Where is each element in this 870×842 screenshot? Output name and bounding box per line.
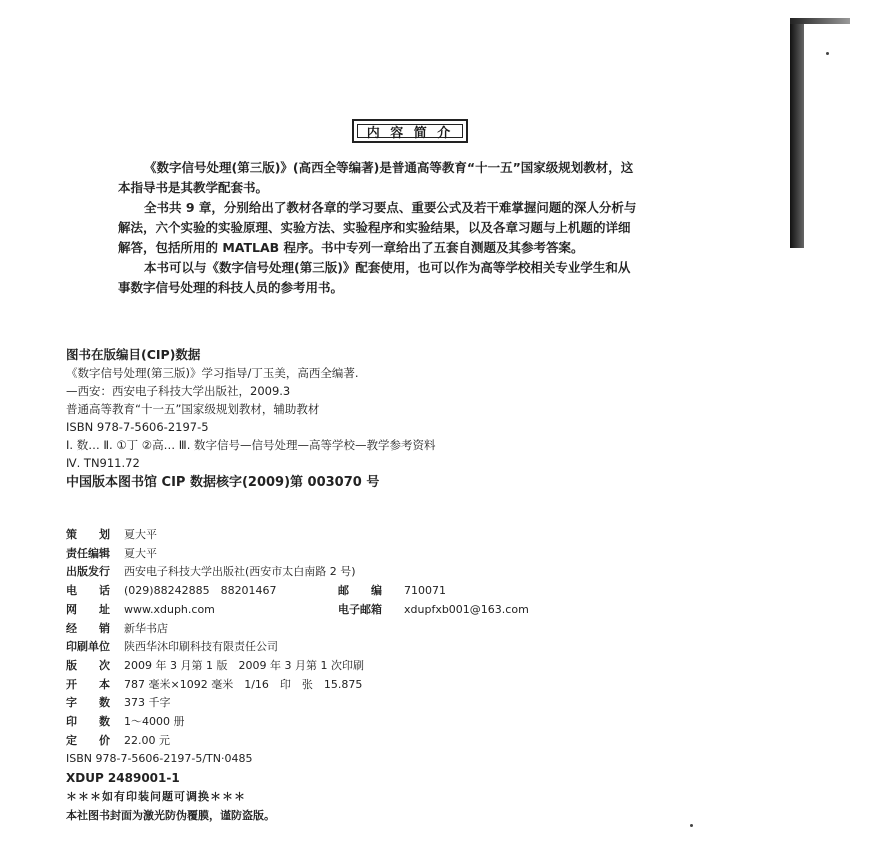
cip-isbn: ISBN 978-7-5606-2197-5 — [66, 420, 209, 434]
intro-p2-line3: 解答，包括所用的 MATLAB 程序。书中专列一章给出了五套自测题及其参考答案。 — [118, 240, 584, 255]
word-count-label: 字 数 — [66, 696, 110, 710]
phone-label: 电 话 — [66, 584, 110, 598]
format-label: 开 本 — [66, 677, 110, 691]
imprint-block — [66, 526, 666, 825]
cip-data-block — [66, 346, 706, 492]
imprint-anti-piracy-note: 本社图书封面为激光防伪覆膜，谨防盗版。 — [66, 808, 275, 822]
edition-value: 2009 年 3 月第 1 版 2009 年 3 月第 1 次印刷 — [124, 658, 364, 672]
cip-line: —西安：西安电子科技大学出版社，2009.3 — [66, 384, 291, 398]
distributor-label: 经 销 — [66, 621, 110, 635]
imprint-notice: ＊＊＊如有印装问题可调换＊＊＊ — [66, 789, 246, 803]
imprint-row-planner — [66, 526, 666, 545]
email-value: xdupfxb001@163.com — [404, 602, 529, 616]
editor-value: 夏大平 — [124, 546, 157, 560]
price-label: 定 价 — [66, 733, 110, 747]
cip-line: 《数字信号处理(第三版)》学习指导/丁玉美，高西全编著. — [66, 366, 359, 380]
intro-title-box — [352, 119, 468, 143]
scan-edge-shadow — [790, 18, 804, 248]
postcode-value: 710071 — [404, 584, 446, 598]
imprint-row-web — [66, 601, 666, 620]
imprint-row-editor — [66, 545, 666, 564]
imprint-row-publisher — [66, 563, 666, 582]
cip-classification: Ⅰ. 数… Ⅱ. ①丁 ②高… Ⅲ. 数字信号—信号处理—高等学校—教学参考资料 — [66, 438, 436, 452]
intro-p2-line2: 解法，六个实验的实验原理、实验方法、实验程序和实验结果，以及各章习题与上机题的详细 — [118, 220, 631, 235]
imprint-row-format — [66, 676, 666, 695]
imprint-row-distributor — [66, 620, 666, 639]
publisher-label: 出版发行 — [66, 565, 110, 579]
distributor-value: 新华书店 — [124, 621, 168, 635]
imprint-row-words — [66, 694, 666, 713]
scan-speck — [826, 52, 829, 55]
edition-label: 版 次 — [66, 658, 110, 672]
editor-label: 责任编辑 — [66, 546, 110, 560]
imprint-row-price — [66, 732, 666, 751]
printer-value: 陕西华沐印刷科技有限责任公司 — [124, 640, 278, 654]
phone-value: (029)88242885 88201467 — [124, 584, 277, 598]
intro-paragraph-1 — [118, 158, 718, 198]
imprint-isbn: ISBN 978-7-5606-2197-5/TN·0485 — [66, 752, 253, 766]
intro-p1-line2: 本指导书是其教学配套书。 — [118, 180, 269, 195]
intro-p3-line1: 本书可以与《数字信号处理(第三版)》配套使用，也可以作为高等学校相关专业学生和从 — [144, 260, 631, 275]
website-value: www.xduph.com — [124, 602, 215, 616]
publisher-value: 西安电子科技大学出版社(西安市太白南路 2 号) — [124, 565, 356, 579]
imprint-row-printer — [66, 638, 666, 657]
postcode-label: 邮 编 — [338, 584, 382, 598]
intro-title: 内 容 简 介 — [366, 125, 454, 141]
cip-heading: 图书在版编目(CIP)数据 — [66, 347, 201, 362]
word-count-value: 373 千字 — [124, 696, 171, 710]
imprint-row-copies — [66, 713, 666, 732]
imprint-xdup-code: XDUP 2489001-1 — [66, 771, 180, 786]
intro-paragraph-2 — [118, 198, 718, 258]
cip-line: 普通高等教育“十一五”国家级规划教材，辅助教材 — [66, 402, 320, 416]
print-run-value: 1～4000 册 — [124, 715, 185, 729]
intro-p2-line1: 全书共 9 章，分别给出了教材各章的学习要点、重要公式及若干难掌握问题的深人分析与 — [144, 200, 637, 215]
print-run-label: 印 数 — [66, 715, 110, 729]
cip-class-number: Ⅳ. TN911.72 — [66, 456, 140, 470]
planner-label: 策 划 — [66, 528, 110, 541]
planner-value: 夏大平 — [124, 528, 157, 541]
website-label: 网 址 — [66, 602, 110, 616]
intro-p3-line2: 事数字信号处理的科技人员的参考用书。 — [118, 280, 344, 295]
imprint-row-edition — [66, 657, 666, 676]
cip-core-number: 中国版本图书馆 CIP 数据核字(2009)第 003070 号 — [66, 475, 380, 490]
imprint-row-phone — [66, 582, 666, 601]
price-value: 22.00 元 — [124, 733, 170, 747]
intro-paragraph-3 — [118, 258, 718, 298]
format-value: 787 毫米×1092 毫米 1/16 印 张 15.875 — [124, 677, 363, 691]
scan-edge-shadow-top — [790, 18, 850, 24]
scan-speck — [690, 824, 693, 827]
email-label: 电子邮箱 — [338, 602, 382, 616]
printer-label: 印刷单位 — [66, 640, 110, 654]
intro-p1-line1: 《数字信号处理(第三版)》(高西全等编著)是普通高等教育“十一五”国家级规划教材，这 — [144, 160, 634, 175]
